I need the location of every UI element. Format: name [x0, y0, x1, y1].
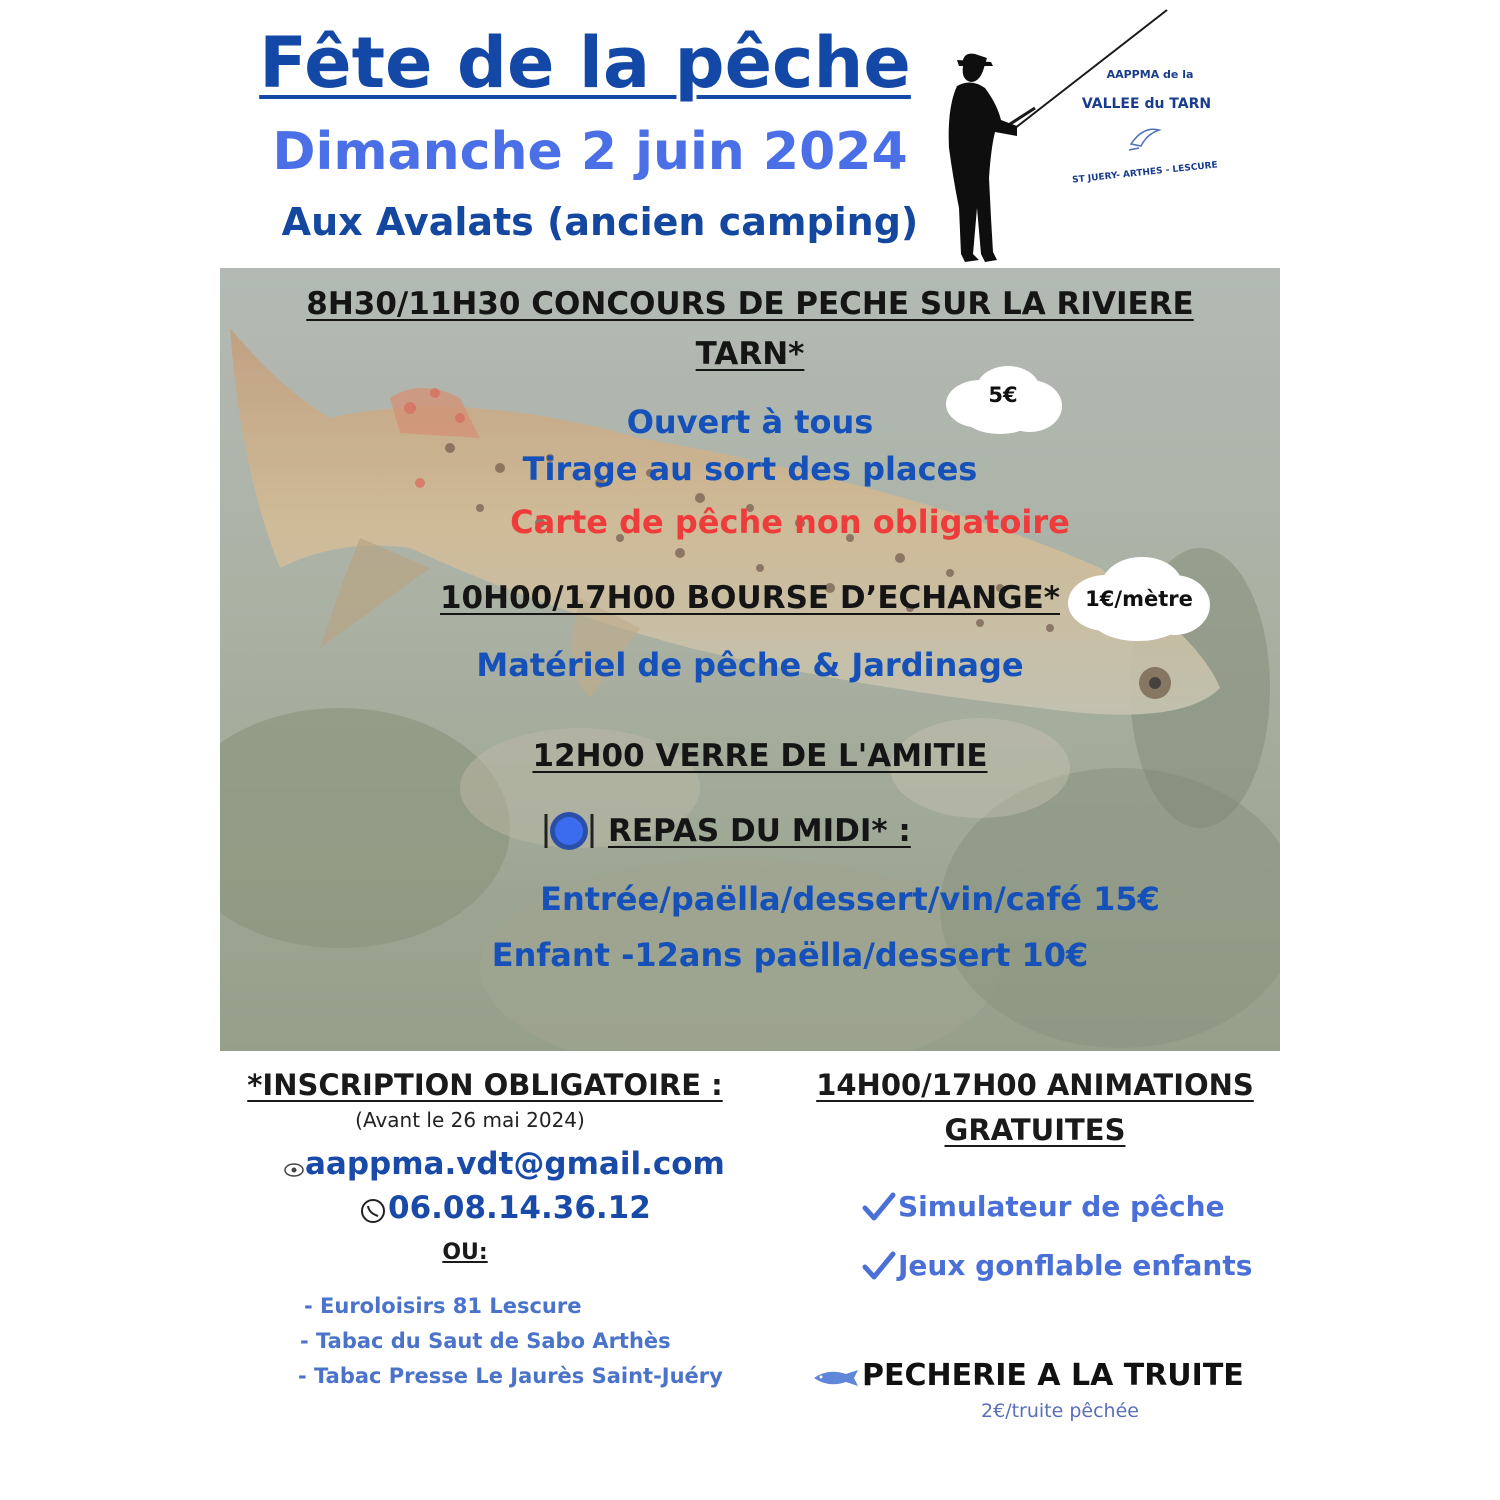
check-icon: [862, 1192, 896, 1222]
menu-child: Enfant -12ans paëlla/dessert 10€: [491, 936, 1089, 974]
event-place: Aux Avalats (ancien camping): [281, 200, 919, 244]
logo-line1: AAPPMA de la: [1106, 68, 1194, 81]
exchange-header: 10H00/17H00 BOURSE D’ECHANGE*: [439, 580, 1061, 616]
registration-email[interactable]: aappma.vdt@gmail.com: [305, 1146, 725, 1182]
animation-item: Jeux gonflable enfants: [898, 1249, 1253, 1282]
trout-icon: [812, 1368, 860, 1388]
registration-title: *INSCRIPTION OBLIGATOIRE :: [247, 1068, 723, 1102]
shop-item: - Tabac du Saut de Sabo Arthès: [300, 1329, 671, 1353]
plate-icon: [542, 808, 596, 854]
shop-item: - Tabac Presse Le Jaurès Saint-Juéry: [298, 1364, 723, 1388]
meal-header: REPAS DU MIDI* :: [608, 813, 911, 849]
registration-or: OU:: [442, 1240, 488, 1265]
draw-of-places: Tirage au sort des places: [522, 450, 978, 488]
drink-header: 12H00 VERRE DE L'AMITIE: [532, 738, 988, 774]
email-icon: [283, 1160, 305, 1178]
menu-adult: Entrée/paëlla/dessert/vin/café 15€: [540, 880, 1160, 918]
trout-photo-panel: [220, 268, 1280, 1051]
page-title: Fête de la pêche: [259, 22, 911, 104]
registration-phone[interactable]: 06.08.14.36.12: [388, 1190, 651, 1226]
fishing-card-note: Carte de pêche non obligatoire: [510, 503, 1070, 541]
logo-line2: VALLEE du TARN: [1081, 96, 1212, 112]
shop-item: - Euroloisirs 81 Lescure: [304, 1294, 582, 1318]
contest-price: 5€: [988, 383, 1018, 407]
contest-header-line1: 8H30/11H30 CONCOURS DE PECHE SUR LA RIVIERE: [306, 286, 1194, 322]
trout-fishing-title: PECHERIE A LA TRUITE: [862, 1358, 1244, 1393]
registration-deadline: (Avant le 26 mai 2024): [355, 1108, 585, 1132]
phone-icon: [360, 1198, 386, 1224]
exchange-price: 1€/mètre: [1085, 587, 1193, 611]
animation-item: Simulateur de pêche: [898, 1190, 1225, 1223]
fish-icon: [1125, 120, 1165, 154]
animations-title-line1: 14H00/17H00 ANIMATIONS: [816, 1068, 1254, 1102]
event-date: Dimanche 2 juin 2024: [272, 122, 908, 182]
contest-header-line2: TARN*: [695, 336, 805, 372]
open-to-all: Ouvert à tous: [626, 403, 874, 441]
trout-fishing-price: 2€/truite pêchée: [981, 1400, 1139, 1422]
animations-title-line2: GRATUITES: [944, 1113, 1126, 1147]
exchange-description: Matériel de pêche & Jardinage: [476, 646, 1024, 684]
check-icon: [862, 1251, 896, 1281]
logo-line3: ST JUERY- ARTHES - LESCURE: [1071, 160, 1219, 186]
